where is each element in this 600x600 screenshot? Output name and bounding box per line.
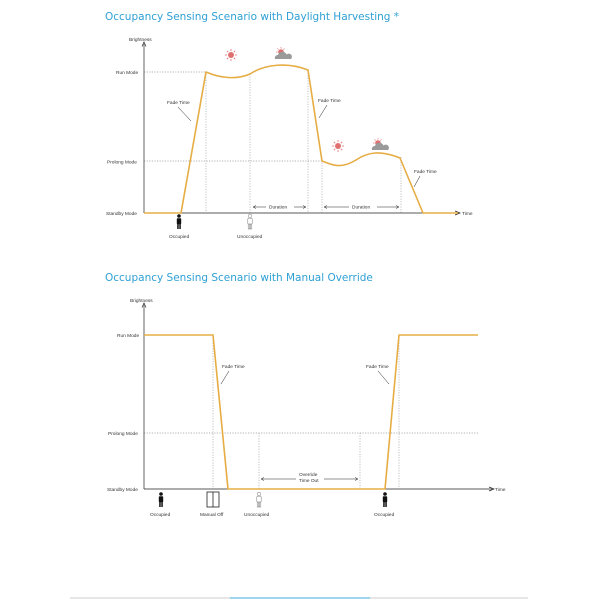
event-unoccupied-label: Unoccupied [237, 235, 263, 240]
sun-icon [332, 140, 344, 152]
event-occupied-label: Occupied [169, 235, 190, 240]
manual-override-diagram [0, 260, 600, 540]
y-axis-label: Brightness [130, 299, 153, 304]
fade-time-label-3: Fade Time [414, 170, 437, 175]
level-standby-mode: Standby Mode [106, 212, 137, 217]
event-manual-off-label: Manual Off [200, 513, 224, 518]
fade-time-label-1: Fade Time [167, 101, 190, 106]
brightness-curve [144, 335, 478, 489]
level-run-mode: Run Mode [116, 71, 139, 76]
cloud-sun-icon [372, 138, 389, 150]
person-occupied-icon [177, 214, 181, 229]
person-occupied-icon [383, 492, 387, 507]
x-axis-label: Time [495, 488, 506, 493]
fade-time-label-2: Fade Time [318, 99, 341, 104]
duration-label-2: Duration [352, 205, 371, 211]
level-prolong-mode: Prolong Mode [108, 432, 138, 437]
level-standby-mode: Standby Mode [107, 488, 138, 493]
person-unoccupied-icon [257, 492, 261, 507]
wall-switch-icon [207, 492, 219, 507]
duration-label-1: Duration [269, 205, 288, 211]
fade-time-pointer-2 [319, 105, 327, 118]
y-axis-label: Brightness [129, 38, 152, 43]
level-run-mode: Run Mode [117, 334, 140, 339]
diagram2-title: Occupancy Sensing Scenario with Manual Override [105, 272, 373, 284]
event-occupied-label-1: Occupied [150, 513, 171, 518]
event-occupied-label-2: Occupied [374, 513, 395, 518]
level-prolong-mode: Prolong Mode [107, 160, 137, 166]
fade-time-pointer-3 [414, 176, 420, 187]
fade-time-label-1: Fade Time [222, 365, 245, 370]
person-occupied-icon [159, 492, 163, 507]
sun-icon [225, 49, 237, 61]
event-unoccupied-label: Unoccupied [244, 513, 270, 518]
fade-time-pointer-1 [178, 107, 191, 121]
person-unoccupied-icon [248, 214, 252, 229]
diagram1-title: Occupancy Sensing Scenario with Daylight Harvesting * [105, 11, 400, 23]
override-label-line2: Time Out [299, 479, 319, 484]
fade-time-label-2: Fade Time [366, 365, 389, 370]
fade-time-pointer-2 [378, 371, 389, 384]
brightness-curve [144, 65, 458, 213]
fade-time-pointer-1 [221, 371, 229, 384]
cloud-sun-icon [275, 47, 292, 59]
scroll-indicator[interactable] [230, 597, 370, 599]
override-label-line1: Override [299, 473, 318, 478]
daylight-harvesting-diagram [0, 0, 600, 260]
x-axis-label: Time [462, 212, 473, 217]
